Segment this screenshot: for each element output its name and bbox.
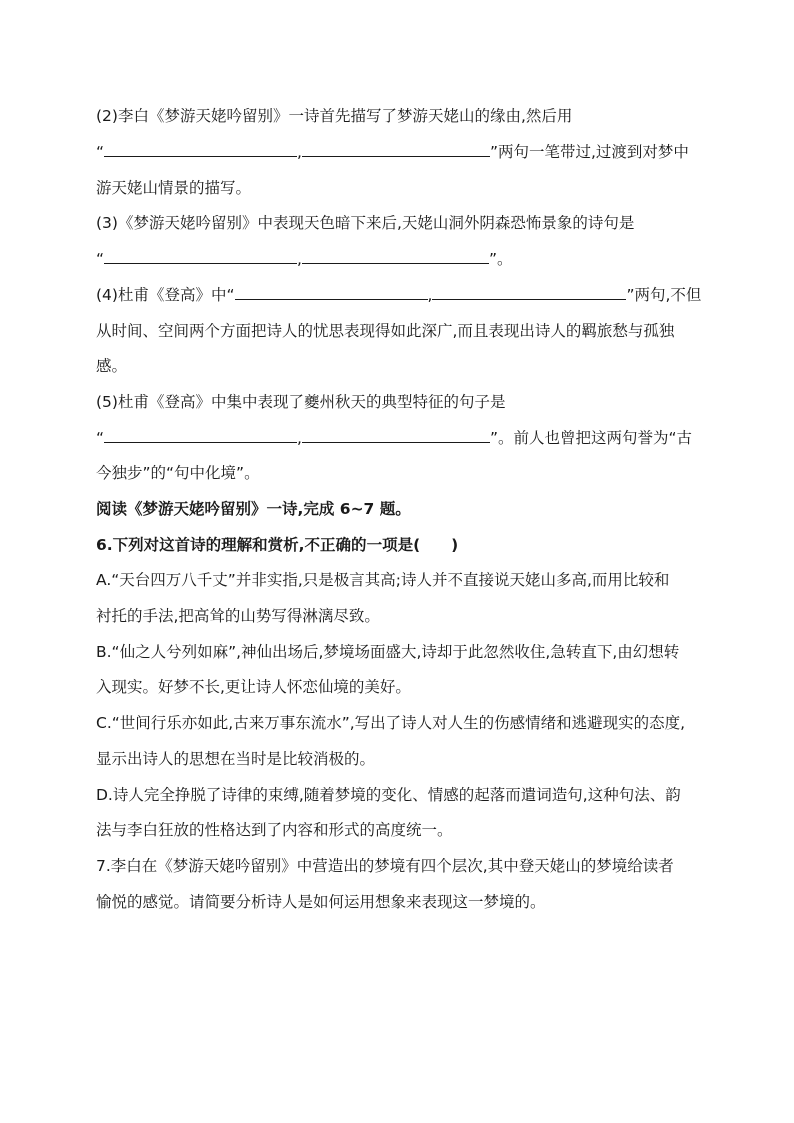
comma: , [297, 429, 302, 447]
q5-tail: ”。前人也曾把这两句誉为“古 [489, 429, 693, 447]
q6-stem [96, 535, 458, 555]
q6-option-d-line2: 法与李白狂放的性格达到了内容和形式的高度统一。 [96, 821, 453, 839]
q6-option-b-line1[interactable]: B.“仙之人兮列如麻”,神仙出场后,梦境场面盛大,诗却于此忽然收住,急转直下,由幻想转 [96, 643, 680, 661]
open-quote: “ [96, 250, 105, 268]
q4-line3: 感。 [96, 357, 128, 375]
q6-option-c-line2: 显示出诗人的思想在当时是比较消极的。 [96, 750, 376, 768]
q4-tail: ”两句,不但 [626, 286, 702, 304]
q2-answer-blank-2[interactable] [302, 142, 490, 157]
q6-option-b-line2: 入现实。好梦不长,更让诗人怀恋仙境的美好。 [96, 678, 411, 696]
q2-answer-blank-1[interactable] [104, 142, 297, 157]
comma: , [297, 250, 302, 268]
q4-line2: 从时间、空间两个方面把诗人的忧思表现得如此深广,而且表现出诗人的羁旅愁与孤独 [96, 322, 675, 340]
q5-answer-blank-2[interactable] [302, 428, 490, 443]
q5-line1: (5)杜甫《登高》中集中表现了夔州秋天的典型特征的句子是 [96, 393, 506, 411]
q7-line1: 7.李白在《梦游天姥吟留别》中营造出的梦境有四个层次,其中登天姥山的梦境给读者 [96, 857, 674, 875]
comma: , [427, 286, 433, 304]
q4-answer-blank-1[interactable] [235, 285, 428, 300]
q2-line3: 游天姥山情景的描写。 [96, 179, 252, 197]
q3-tail: ”。 [488, 250, 513, 268]
reading-instruction: 阅读《梦游天姥吟留别》一诗,完成 6~7 题。 [96, 500, 411, 518]
q6-option-c-line1[interactable]: C.“世间行乐亦如此,古来万事东流水”,写出了诗人对人生的伤感情绪和逃避现实的态度, [96, 714, 686, 732]
q7-line2: 愉悦的感觉。请简要分析诗人是如何运用想象来表现这一梦境的。 [96, 893, 546, 911]
q3-line2 [96, 249, 513, 269]
q4-prefix: (4)杜甫《登高》中“ [96, 286, 235, 304]
q3-answer-blank-2[interactable] [302, 249, 489, 264]
q2-line2 [96, 142, 689, 162]
q5-answer-blank-1[interactable] [104, 428, 297, 443]
q5-line3: 今独步”的“句中化境”。 [96, 464, 260, 482]
q5-line2 [96, 428, 692, 448]
q6-stem-text: 6.下列对这首诗的理解和赏析,不正确的一项是( ) [96, 536, 459, 554]
comma: , [297, 143, 302, 161]
q4-line1 [96, 285, 701, 305]
q2-line1: (2)李白《梦游天姥吟留别》一诗首先描写了梦游天姥山的缘由,然后用 [96, 107, 573, 125]
open-quote: “ [96, 429, 105, 447]
open-quote: “ [96, 143, 105, 161]
q6-option-a-line1[interactable]: A.“天台四万八千丈”并非实指,只是极言其高;诗人并不直接说天姥山多高,而用比较和 [96, 571, 670, 589]
q6-option-d-line1[interactable]: D.诗人完全挣脱了诗律的束缚,随着梦境的变化、情感的起落而遣词造句,这种句法、韵 [96, 786, 681, 804]
q3-answer-blank-1[interactable] [104, 249, 297, 264]
q4-answer-blank-2[interactable] [432, 285, 626, 300]
q3-line1: (3)《梦游天姥吟留别》中表现天色暗下来后,天姥山洞外阴森恐怖景象的诗句是 [96, 214, 635, 232]
q6-option-a-line2: 衬托的手法,把高耸的山势写得淋漓尽致。 [96, 607, 380, 625]
q2-tail: ”两句一笔带过,过渡到对梦中 [489, 143, 689, 161]
